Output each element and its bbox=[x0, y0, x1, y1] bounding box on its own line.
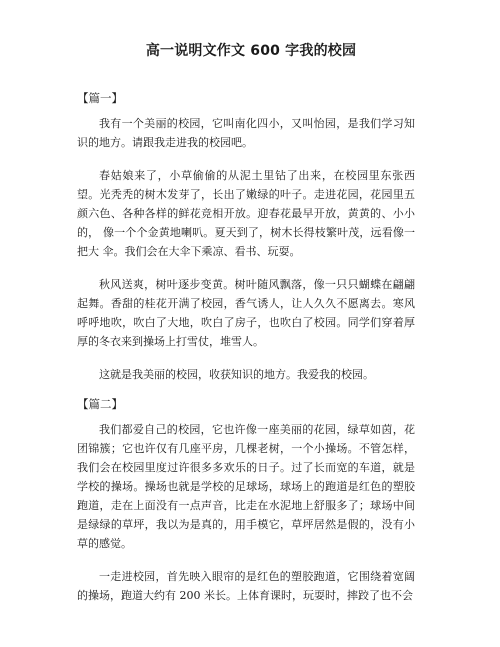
paragraph: 我们都爱自己的校园，它也许像一座美丽的花园，绿草如茵，花团锦簇；它也许仅有几座平房，几棵老树，一个小操场。不管怎样，我们会在校园里度过许很多多欢乐的日子。过了长而宽的车道，就是学校的操场。操场也就是学校的足球场，球场上的跑道是红色的塑胶跑道，走在上面没有一点声音，比走在水泥地上舒服多了；球场中间是绿绿的草坪，我以为是真的，用手模它，草坪居然是假的，没有小草的感觉。 bbox=[77, 423, 415, 550]
section-label-1: 【篇一】 bbox=[77, 91, 123, 105]
paragraph: 一走进校园，首先映入眼帘的是红色的塑胶跑道，它围绕着宽阔的操场，跑道大约有 200 米长。上体育课时，玩耍时，摔跤了也不会 bbox=[77, 570, 415, 602]
paragraph: 春姑娘来了，小草偷偷的从泥土里钻了出来，在校园里东张西望。光秃秃的树木发芽了，长出了嫩绿的叶子。走进花园，花园里五颜六色、各种各样的鲜花竞相开放。迎春花最早开放，黄黄的、小小的， 像一个个金黄地喇叭。夏天到了，树木长得枝繁叶茂，远看像一把大 伞。我们会在大伞下乘凉、看书、玩耍。 bbox=[77, 169, 415, 258]
section-label-2: 【篇二】 bbox=[77, 397, 123, 411]
paragraph: 我有一个美丽的校园，它叫南化四小，又叫怡园，是我们学习知识的地方。请跟我走进我的校园吧。 bbox=[77, 117, 415, 149]
page-title: 高一说明文作文 600 字我的校园 bbox=[145, 43, 357, 59]
paragraph: 秋风送爽，树叶逐步变黄。树叶随风飘落，像一只只蝴蝶在翩翩起舞。香甜的桂花开满了校园，香气诱人，让人久久不愿离去。寒风呼呼地吹，吹白了大地，吹白了房子，也吹白了校园。同学们穿着厚厚的冬衣来到操场上打雪仗，堆雪人。 bbox=[77, 278, 415, 348]
paragraph: 这就是我美丽的校园，收获知识的地方。我爱我的校园。 bbox=[99, 368, 374, 381]
